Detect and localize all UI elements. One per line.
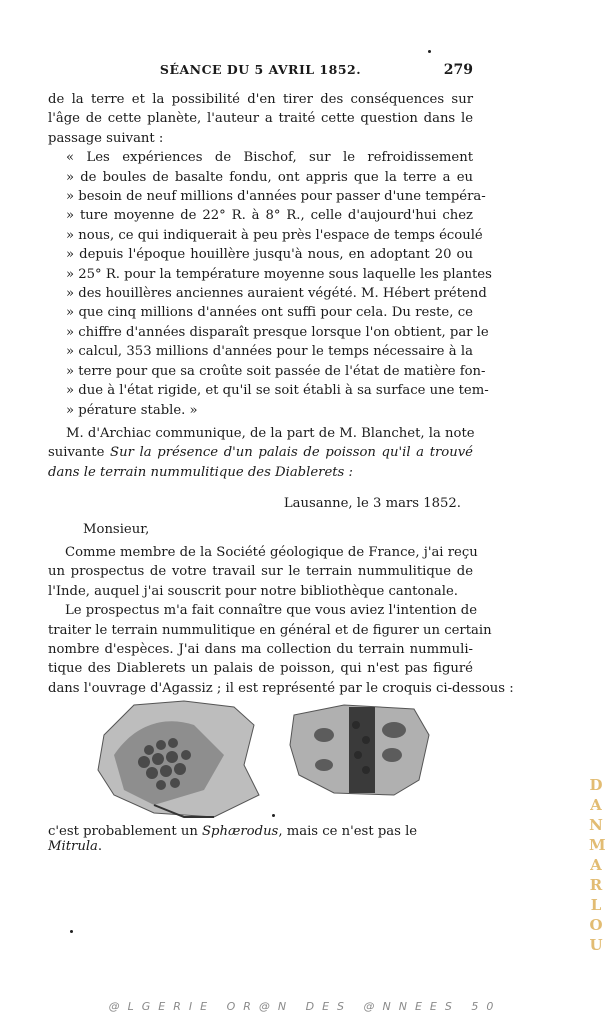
species-name: Sphærodus	[202, 824, 279, 839]
letter-date: Lausanne, le 3 mars 1852.	[283, 496, 461, 512]
page-number: 279	[443, 62, 473, 78]
quote-line: » due à l'état rigide, et qu'il se soit établi à sa surface une tem-	[66, 383, 489, 399]
caption-text: , mais ce n'est pas le	[278, 824, 418, 839]
letter-line: un prospectus de votre travail sur le terrain nummulitique de	[48, 564, 473, 580]
species-name: Mitrula	[48, 839, 98, 854]
note-title: Sur la présence d'un palais de poisson qu'il a trouvé	[110, 445, 473, 461]
letter-greeting: Monsieur,	[83, 521, 150, 537]
text-plain: suivante	[48, 445, 111, 461]
text-line: de la terre et la possibilité d'en tirer des conséquences sur	[48, 92, 473, 107]
page-body	[48, 90, 514, 698]
letter-line: l'Inde, auquel j'ai souscrit pour notre bibliothèque cantonale.	[48, 583, 458, 599]
letter-line: Comme membre de la Société géologique de France, j'ai reçu	[65, 544, 478, 560]
library-stamp	[586, 775, 606, 955]
caption-text: .	[97, 839, 103, 854]
letter-line: tique des Diablerets un palais de poisson, qui n'est pas figuré	[48, 661, 473, 677]
letter-body	[48, 543, 514, 698]
text-line: M. d'Archiac communique, de la part de M. Blanchet, la note	[66, 425, 475, 441]
quote-line: » depuis l'époque houillère jusqu'à nous, en adoptant 20 ou	[66, 247, 473, 263]
fossil-sketch-right	[290, 705, 429, 795]
quote-line: » besoin de neuf millions d'années pour passer d'une tempéra-	[66, 189, 486, 205]
stamp-text: DANMARLOU	[589, 776, 606, 954]
quote-line: » nous, ce qui indiquerait à peu près l'espace de temps écoulé	[66, 227, 483, 243]
running-title: SÉANCE DU 5 AVRIL 1852.	[159, 62, 362, 77]
print-speck	[70, 930, 73, 933]
caption-text: c'est probablement un	[48, 824, 203, 839]
letter-line: Le prospectus m'a fait connaître que vous aviez l'intention de	[65, 603, 478, 619]
fossil-sketch-left	[98, 701, 259, 817]
running-header	[48, 62, 473, 82]
quote-line: » que cinq millions d'années ont suffi pour cela. Du reste, ce	[66, 305, 473, 321]
quote-line: » chiffre d'années disparaît presque lorsque l'on obtient, par le	[66, 324, 489, 340]
quote-line: » pérature stable. »	[66, 402, 198, 418]
letter-line: nombre d'espèces. J'ai dans ma collection du terrain nummuli-	[48, 641, 473, 657]
quote-line: » 25° R. pour la température moyenne sous laquelle les plantes	[66, 266, 492, 282]
letter-line: traiter le terrain nummulitique en général et de figurer un certain	[48, 622, 492, 638]
fossil-sketches	[94, 695, 434, 820]
quote-line: » calcul, 353 millions d'années pour le temps nécessaire à la	[66, 344, 473, 360]
fossil-palate-illustration	[94, 695, 434, 820]
text-line	[48, 443, 473, 462]
letter-line: dans l'ouvrage d'Agassiz ; il est représenté par le croquis ci-dessous :	[48, 680, 514, 696]
quote-line: « Les expériences de Bischof, sur le refroidissement	[66, 150, 473, 166]
text-line: passage suivant :	[48, 130, 164, 146]
quote-line: » des houillères anciennes auraient végété. M. Hébert prétend	[66, 286, 487, 302]
quote-line: » terre pour que sa croûte soit passée de l'état de matière fon-	[66, 363, 486, 379]
quote-line: » ture moyenne de 22° R. à 8° R., celle d'aujourd'hui chez	[66, 208, 473, 224]
quotation-block	[48, 148, 492, 420]
footer-watermark: @LGERIE OR@N DES @NNEES 50	[108, 1000, 502, 1013]
print-speck	[428, 50, 431, 53]
quote-line: » de boules de basalte fondu, ont appris que la terre a eu	[66, 169, 473, 185]
sketch-caption	[48, 824, 473, 854]
paragraph-communication	[48, 424, 473, 482]
print-speck	[272, 814, 275, 817]
note-title-cont: dans le terrain nummulitique des Diablerets :	[48, 464, 353, 480]
paragraph-intro	[48, 90, 473, 148]
text-line: l'âge de cette planète, l'auteur a traité cette question dans le	[48, 111, 473, 127]
